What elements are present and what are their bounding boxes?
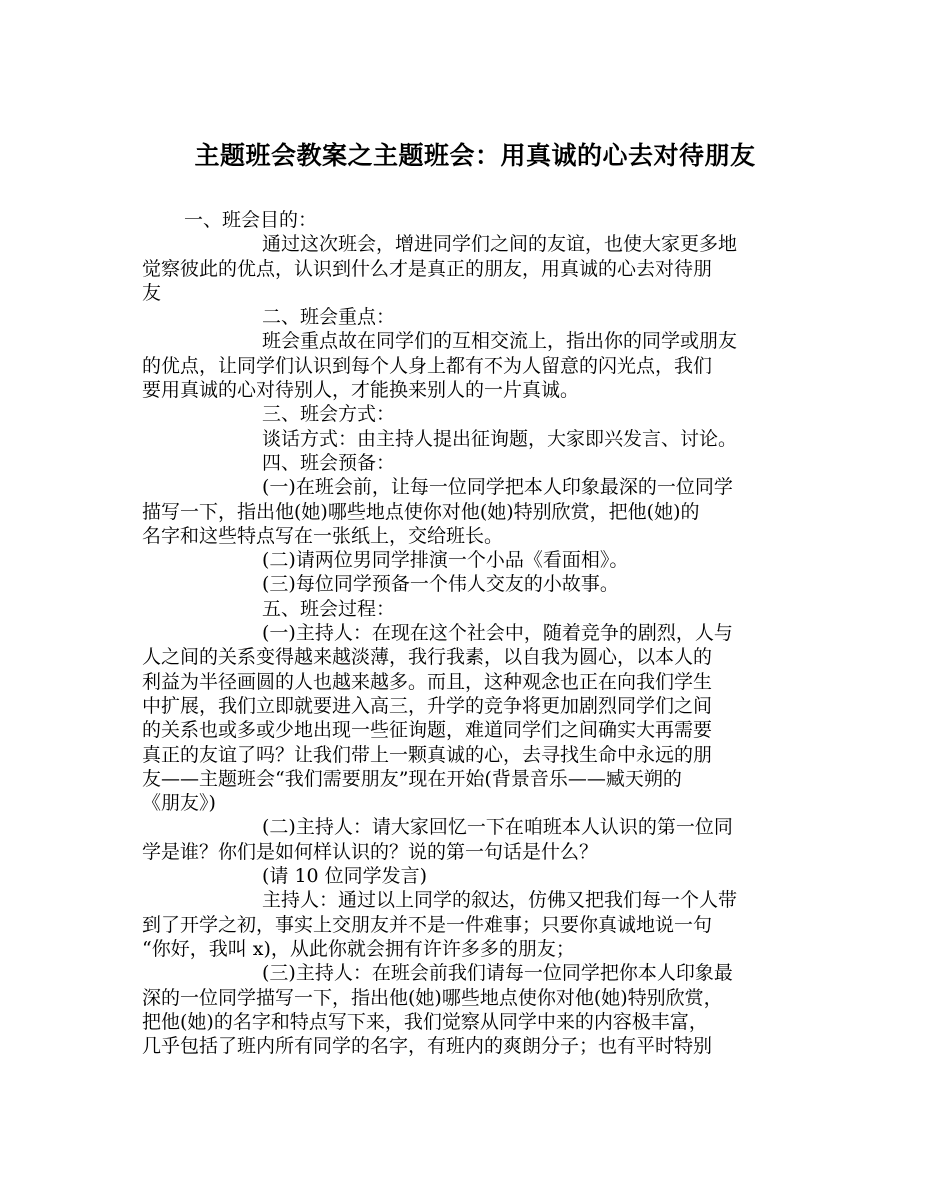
body-text-line: 谈话方式：由主持人提出征询题，大家即兴发言、讨论。 [262,427,738,450]
body-text-line: 名字和这些特点写在一张纸上，交给班长。 [142,524,504,547]
body-text-line: (一)在班会前，让每一位同学把本人印象最深的一位同学 [262,476,733,499]
body-text-line: 学是谁？你们是如何样认识的？说的第一句话是什么？ [142,840,599,863]
body-text-line: 《朋友》) [142,792,216,815]
body-text-line: 三、班会方式： [262,403,396,426]
body-text-line: 四、班会预备： [262,451,396,474]
body-text-line: 中扩展，我们立即就要进入高三，升学的竞争将更加剧烈同学们之间 [142,694,713,717]
body-text-line: 描写一下，指出他(她)哪些地点使你对他(她)特别欣赏，把他(她)的 [142,500,700,523]
body-text-line: 几乎包括了班内所有同学的名字，有班内的爽朗分子；也有平时特别 [142,1035,713,1058]
body-text-line: 的优点，让同学们认识到每个人身上都有不为人留意的闪光点，我们 [142,354,713,377]
document-title: 主题班会教案之主题班会：用真诚的心去对待朋友 [194,141,756,170]
body-text-line: (一)主持人：在现在这个社会中，随着竞争的剧烈，人与 [262,622,733,645]
body-text-line: (二)请两位男同学排演一个小品《看面相》。 [262,549,629,572]
body-text-line: 的关系也或多或少地出现一些征询题，难道同学们之间确实大再需要 [142,719,713,742]
body-text-line: 通过这次班会，增进同学们之间的友谊，也使大家更多地 [262,233,738,256]
body-text-line: 一、班会目的： [184,209,318,231]
body-text-line: (三)每位同学预备一个伟人交友的小故事。 [262,573,619,596]
document-body [142,208,822,1058]
body-text-line: (请 10 位同学发言) [262,865,428,888]
body-text-line: 到了开学之初，事实上交朋友并不是一件难事；只要你真诚地说一句 [142,913,713,936]
body-text-line: 利益为半径画圆的人也越来越多。而且，这种观念也正在向我们学生 [142,670,713,693]
body-text-line: “你好，我叫 x)，从此你就会拥有许许多多的朋友； [142,937,575,960]
body-text-line: 二、班会重点： [262,306,396,329]
body-text-line: 真正的友谊了吗？让我们带上一颗真诚的心，去寻找生命中永远的朋 [142,743,713,766]
body-text-line: (二)主持人：请大家回忆一下在咱班本人认识的第一位同 [262,816,733,839]
body-text-line: 把他(她)的名字和特点写下来，我们觉察从同学中来的内容极丰富， [142,1010,708,1033]
body-text-line: 五、班会过程： [262,597,396,620]
body-text-line: 主持人：通过以上同学的叙达，仿佛又把我们每一个人带 [262,889,738,912]
body-text-line: 班会重点故在同学们的互相交流上，指出你的同学或朋友 [262,330,738,353]
body-text-line: 人之间的关系变得越来越淡薄，我行我素，以自我为圆心，以本人的 [142,646,713,669]
body-text-line: 友——主题班会“我们需要朋友”现在开始(背景音乐——臧天朔的 [142,767,682,790]
body-text-line: (三)主持人：在班会前我们请每一位同学把你本人印象最 [262,962,733,985]
body-text-line: 深的一位同学描写一下，指出他(她)哪些地点使你对他(她)特别欣赏， [142,986,723,1009]
body-text-line: 要用真诚的心对待别人，才能换来别人的一片真诚。 [142,379,580,402]
body-text-line: 友 [142,281,162,304]
body-text-line: 觉察彼此的优点，认识到什么才是真正的朋友，用真诚的心去对待朋 [142,257,713,280]
